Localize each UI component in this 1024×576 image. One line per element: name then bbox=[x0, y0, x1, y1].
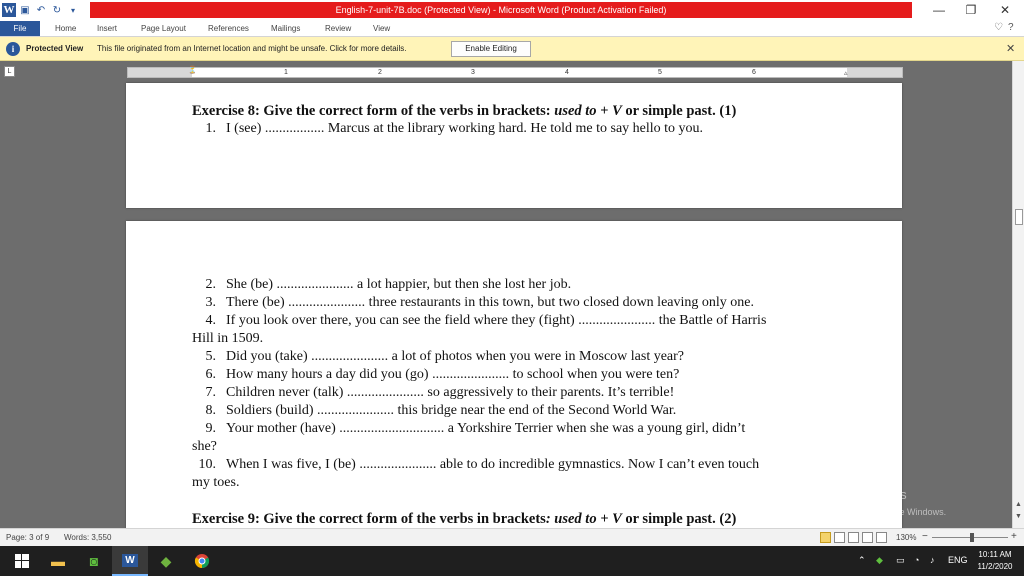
ruler-right-margin bbox=[847, 68, 902, 77]
ruler-number: 1 bbox=[284, 69, 288, 76]
list-item bbox=[192, 403, 676, 419]
list-item bbox=[192, 277, 571, 293]
list-item bbox=[192, 313, 766, 329]
network-icon[interactable]: ◔ bbox=[914, 555, 920, 565]
heading-text: Exercise 9: Give the correct form of the verbs in brackets bbox=[192, 511, 546, 527]
horizontal-ruler[interactable] bbox=[127, 67, 903, 78]
outline-view-icon[interactable] bbox=[862, 532, 873, 543]
file-explorer-icon[interactable]: ▬ bbox=[51, 553, 65, 569]
list-item bbox=[192, 385, 674, 401]
ruler-left-margin bbox=[128, 68, 192, 77]
zoom-level[interactable]: 130% bbox=[896, 533, 917, 542]
heading-italic: : used to + V bbox=[545, 511, 622, 527]
clock-time: 10:11 AM bbox=[978, 550, 1012, 559]
vertical-scrollbar[interactable] bbox=[1012, 61, 1024, 528]
taskbar bbox=[0, 546, 1024, 576]
item-text: There (be) ...................... three restaurants in this town, but two closed down leaving only one. bbox=[226, 295, 754, 310]
tab-home[interactable]: Home bbox=[55, 24, 77, 33]
page[interactable] bbox=[126, 221, 902, 528]
list-item bbox=[192, 421, 745, 437]
exercise-8-heading bbox=[192, 103, 736, 120]
title-bar bbox=[0, 0, 1024, 20]
item-number: 5. bbox=[205, 349, 216, 364]
list-item bbox=[192, 457, 759, 473]
word-logo-icon: W bbox=[3, 4, 15, 16]
word-count[interactable]: Words: 3,550 bbox=[64, 533, 112, 542]
item-number: 6. bbox=[205, 367, 216, 382]
item-number: 2. bbox=[205, 277, 216, 292]
item-text: Did you (take) ...................... a lot of photos when you were in Moscow last year? bbox=[226, 349, 685, 364]
start-icon[interactable] bbox=[4, 546, 40, 576]
help-icon[interactable]: ? bbox=[1008, 22, 1014, 33]
item-number: 8. bbox=[205, 403, 216, 418]
item-number: 3. bbox=[205, 295, 216, 310]
item-text: When I was five, I (be) ...................... able to do incredible gymnastics. Now I can’t even touch bbox=[226, 457, 760, 472]
zoom-in-icon[interactable]: + bbox=[1011, 531, 1017, 542]
heading-italic: used to + V bbox=[554, 103, 622, 119]
tab-review[interactable]: Review bbox=[325, 24, 352, 33]
indent-marker-icon[interactable]: ⏳ bbox=[188, 67, 197, 74]
enable-editing-button[interactable]: Enable Editing bbox=[451, 41, 531, 57]
item-number: 7. bbox=[205, 385, 216, 400]
zoom-out-icon[interactable]: − bbox=[922, 531, 928, 542]
item-text: I (see) ................. Marcus at the library working hard. He told me to say hello to you. bbox=[226, 121, 704, 136]
list-item-continuation: she? bbox=[192, 439, 217, 454]
activate-windows-subtitle: Go to Settings to activate Windows. bbox=[804, 507, 947, 517]
ruler-number: 3 bbox=[471, 69, 475, 76]
item-text: She (be) ...................... a lot happier, but then she lost her job. bbox=[226, 277, 572, 292]
tab-page-layout[interactable]: Page Layout bbox=[141, 24, 186, 33]
restore-button[interactable]: ❐ bbox=[965, 3, 977, 17]
minimize-button[interactable]: — bbox=[933, 3, 945, 17]
quick-access-toolbar bbox=[2, 2, 80, 18]
tab-references[interactable]: References bbox=[208, 24, 249, 33]
item-text: How many hours a day did you (go) ...................... to school when you were ten? bbox=[226, 367, 680, 382]
battery-icon[interactable]: ▭ bbox=[896, 555, 905, 565]
item-text: If you look over there, you can see the field where they (fight) ...................... the Battle of Harris bbox=[226, 313, 767, 328]
zoom-slider-thumb[interactable] bbox=[970, 533, 974, 542]
status-bar bbox=[0, 528, 1024, 546]
heading-text: Exercise 8: Give the correct form of the verbs in brackets: bbox=[192, 103, 555, 119]
heading-text: or simple past. (2) bbox=[621, 511, 737, 527]
item-number: 4. bbox=[205, 313, 216, 328]
ruler-number: 2 bbox=[378, 69, 382, 76]
ruler-number: 6 bbox=[752, 69, 756, 76]
expand-ribbon-icon[interactable]: ♡ bbox=[994, 22, 1003, 33]
tab-view[interactable]: View bbox=[373, 24, 391, 33]
tab-selector[interactable]: L bbox=[4, 66, 15, 77]
item-text: Your mother (have) .............................. a Yorkshire Terrier when she was a young girl, didn’t bbox=[226, 421, 746, 436]
chrome-icon[interactable] bbox=[184, 546, 220, 576]
exercise-9-heading bbox=[192, 511, 736, 528]
scroll-down-icon[interactable]: ▼ bbox=[1015, 513, 1022, 520]
item-number: 10. bbox=[198, 457, 216, 472]
list-item bbox=[192, 295, 754, 311]
word-taskbar-icon[interactable]: W bbox=[112, 546, 148, 576]
bluestacks-icon[interactable]: ◆ bbox=[160, 552, 172, 569]
item-text: Soldiers (build) ...................... this bridge near the end of the Second World War. bbox=[226, 403, 677, 418]
ribbon-tabs bbox=[0, 20, 1024, 37]
protected-view-label: Protected View bbox=[26, 44, 84, 53]
redo-icon[interactable]: ↻ bbox=[52, 4, 62, 16]
save-icon[interactable]: ▣ bbox=[20, 4, 30, 16]
protected-view-message[interactable]: This file originated from an Internet location and might be unsafe. Click for more details. bbox=[97, 44, 407, 53]
heading-text: or simple past. (1) bbox=[621, 103, 737, 119]
language-indicator[interactable]: ENG bbox=[948, 555, 968, 565]
list-item-continuation: my toes. bbox=[192, 475, 240, 490]
list-item bbox=[192, 367, 679, 383]
page[interactable] bbox=[126, 83, 902, 208]
page-count[interactable]: Page: 3 of 9 bbox=[6, 533, 50, 542]
document-area[interactable] bbox=[0, 61, 1012, 528]
volume-icon[interactable]: ♪ bbox=[930, 555, 935, 565]
close-button[interactable]: ✕ bbox=[999, 3, 1011, 17]
ruler-number: 5 bbox=[658, 69, 662, 76]
app-green-icon[interactable]: ◙ bbox=[89, 553, 99, 569]
tab-insert[interactable]: Insert bbox=[97, 24, 118, 33]
list-item bbox=[192, 121, 703, 137]
info-icon: i bbox=[6, 42, 20, 56]
list-item-continuation: Hill in 1509. bbox=[192, 331, 264, 346]
undo-icon[interactable]: ↶ bbox=[36, 4, 46, 16]
tray-app-icon[interactable]: ◆ bbox=[876, 555, 883, 565]
draft-view-icon[interactable] bbox=[876, 532, 887, 543]
full-screen-reading-view-icon[interactable] bbox=[834, 532, 845, 543]
protected-view-bar bbox=[0, 37, 1024, 61]
clock[interactable] bbox=[970, 549, 1020, 573]
tray-chevron-icon[interactable]: ⌃ bbox=[858, 555, 866, 565]
item-number: 1. bbox=[205, 121, 216, 136]
item-text: Children never (talk) ...................... so aggressively to their parents. It’s terrible! bbox=[226, 385, 675, 400]
window-title: English-7-unit-7B.doc (Protected View) - Microsoft Word (Product Activation Failed) bbox=[90, 2, 912, 18]
customize-qat-icon[interactable]: ▾ bbox=[70, 5, 75, 15]
clock-date: 11/2/2020 bbox=[977, 562, 1013, 571]
scroll-up-icon[interactable]: ▲ bbox=[1015, 501, 1022, 508]
close-bar-icon[interactable]: ✕ bbox=[1006, 43, 1016, 55]
right-indent-marker-icon[interactable]: ▵ bbox=[844, 70, 848, 77]
scroll-thumb[interactable] bbox=[1015, 209, 1023, 225]
tab-mailings[interactable]: Mailings bbox=[271, 24, 301, 33]
tab-file[interactable]: File bbox=[0, 21, 40, 36]
item-number: 9. bbox=[205, 421, 216, 436]
activate-windows-title: Activate Windows bbox=[804, 487, 907, 502]
ruler-number: 4 bbox=[565, 69, 569, 76]
web-layout-view-icon[interactable] bbox=[848, 532, 859, 543]
print-layout-view-icon[interactable] bbox=[820, 532, 831, 543]
list-item bbox=[192, 349, 684, 365]
